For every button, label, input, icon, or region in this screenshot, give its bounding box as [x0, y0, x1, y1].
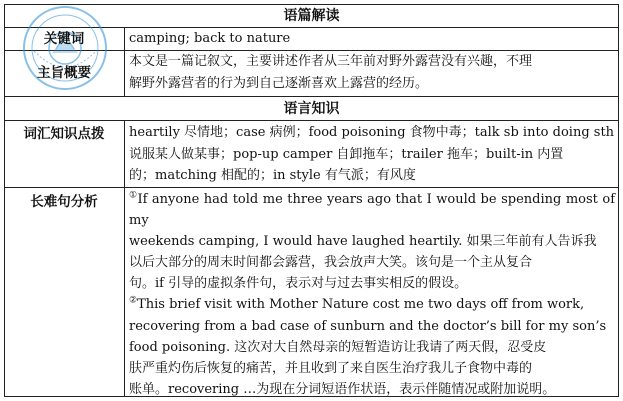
rule-col-a	[124, 27, 125, 97]
sentence-1-line: 以后大部分的周末时间都会露营，我会放声大笑。该句是一个主从复合	[129, 255, 533, 271]
sentence-2-line	[129, 294, 615, 315]
sentence-2-line: 账单。recovering …为现在分词短语作状语，表示伴随情况或附加说明。	[129, 381, 556, 397]
vocab-text	[129, 122, 615, 187]
sentence-2-line: recovering from a bad case of sunburn and the doctor’s bill for my son’s	[129, 318, 607, 334]
rule-after-language-title	[4, 120, 619, 121]
summary-text	[129, 51, 615, 95]
rule-after-summary	[4, 96, 619, 97]
summary-line: 本文是一篇记叙文，主要讲述作者从三年前对野外露营没有兴趣，不理	[129, 54, 533, 69]
rule-col-b	[124, 120, 125, 397]
label-long-sentences: 长难句分析	[30, 194, 98, 210]
note-marker-1: ①	[129, 190, 138, 201]
sentence-1-line: 句。if 引导的虚拟条件句，表示对与过去事实相反的假设。	[129, 276, 468, 292]
vocab-line: heartily 尽情地；case 病例；food poisoning 食物中毒；talk sb into doing sth	[129, 125, 615, 140]
summary-line: 解野外露营者的行为到自己逐渐喜欢上露营的经历。	[129, 76, 429, 91]
sentence-1-text: If anyone had told me three years ago that I would be spending most of my	[129, 192, 616, 229]
keywords-value: camping; back to nature	[129, 31, 291, 46]
rule-after-vocab	[4, 187, 619, 188]
long-sentences-text	[129, 189, 615, 400]
sentence-1-line: weekends camping, I would have laughed heartily. 如果三年前有人告诉我	[129, 234, 597, 250]
section-title-reading: 语篇解读	[283, 8, 340, 24]
vocab-line: 说服某人做某事；pop-up camper 自卸拖车；trailer 拖车；built-in 内置	[129, 146, 564, 162]
sentence-2-text: This brief visit with Mother Nature cost me two days off from work,	[137, 297, 585, 313]
vocab-line: 的；matching 相配的；in style 有气派；有风度	[129, 168, 416, 183]
label-summary: 主旨概要	[37, 65, 91, 81]
rule-right	[618, 4, 619, 397]
sentence-2-line: food poisoning. 这次对大自然母亲的短暂造访让我请了两天假，忍受皮	[129, 339, 547, 355]
sentence-1-line	[129, 189, 615, 231]
label-vocab: 词汇知识点拨	[23, 126, 105, 142]
label-keywords: 关键词	[43, 31, 85, 47]
note-marker-2: ②	[129, 296, 138, 307]
sentence-2-line: 肤严重灼伤后恢复的痛苦，并且收到了来自医生治疗我儿子食物中毒的	[129, 360, 533, 376]
section-title-language: 语言知识	[283, 101, 340, 117]
